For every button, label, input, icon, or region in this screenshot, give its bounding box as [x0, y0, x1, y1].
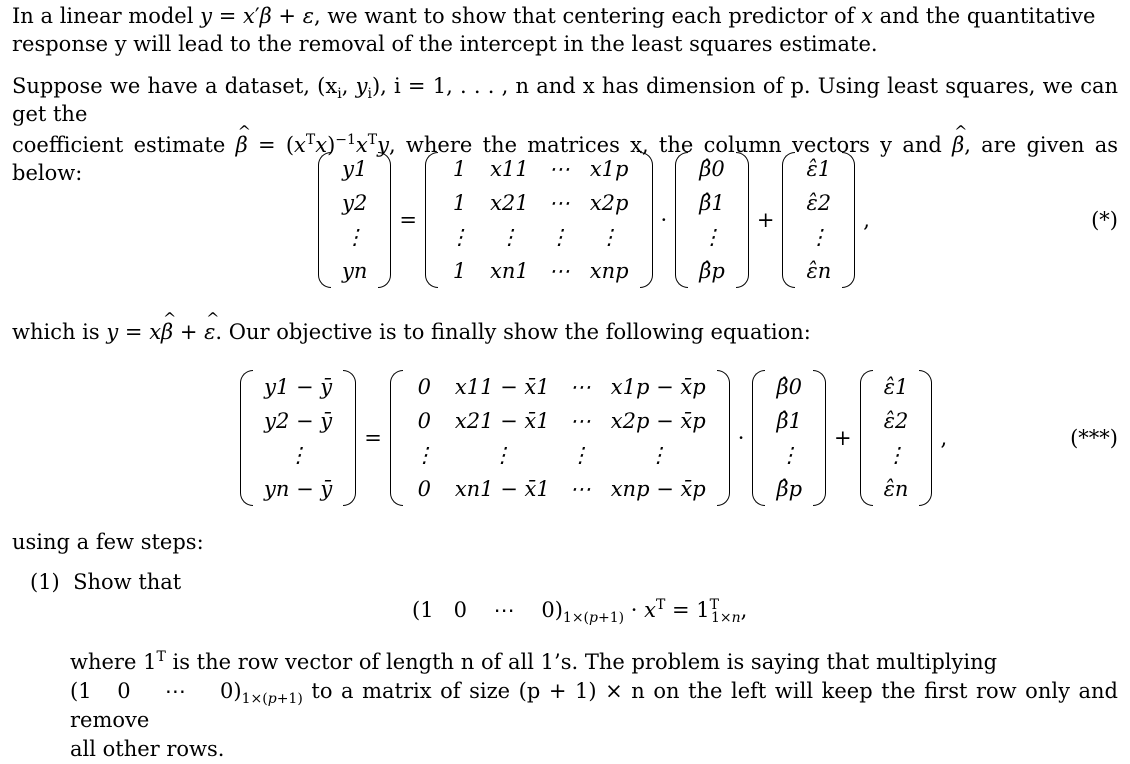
matrix-entry: β̂0 [699, 157, 725, 181]
matrix-entry: ε̂2 [883, 409, 909, 433]
matrix-entry: xnp − x̄p [610, 477, 706, 501]
matrix-entry: ⋯ [569, 477, 591, 501]
matrix-entry: x11 [490, 157, 529, 181]
y-vector [318, 152, 391, 288]
matrix-entry: xn1 − x̄1 [454, 477, 550, 501]
matrix-entry: x2p [589, 191, 629, 215]
step-1-heading: (1) Show that [30, 570, 182, 594]
intro-line-2: response y will lead to the removal of the intercept in the least squares estimate. [12, 32, 878, 56]
matrix-entry: xnp [589, 259, 629, 283]
matrix-entry: y1 − ȳ [264, 375, 333, 399]
centered-y-vector [240, 370, 356, 506]
matrix-entry: ⋮ [778, 443, 800, 467]
matrix-entry: ⋯ [569, 375, 591, 399]
matrix-entry: β̂1 [699, 191, 725, 215]
matrix-entry: 1 [452, 157, 467, 181]
matrix-entry: β̂p [776, 477, 803, 501]
equation-star: y1 y2 ⋮ yn = 1 x11 ⋯ x1p 1 x21 ⋯ x2p ⋮ ⋮ ⋮ ⋮ 1 xn1 ⋯ xnp · β̂0 β̂1 ⋮ β̂p + ε̂1 ε̂2 ⋮ ε̂n , [318, 152, 878, 288]
matrix-entry: y2 − ȳ [264, 409, 333, 433]
matrix-entry: 0 [417, 477, 431, 501]
matrix-entry: y1 [342, 157, 368, 181]
matrix-entry: ⋯ [548, 191, 570, 215]
matrix-entry: 1 [452, 259, 467, 283]
matrix-entry: ⋮ [548, 225, 570, 249]
intro-paragraph [12, 2, 1118, 58]
epsilon-vector [782, 152, 855, 288]
matrix-entry: y2 [342, 191, 368, 215]
matrix-entry: ⋯ [548, 157, 570, 181]
matrix-entry: ⋮ [491, 443, 513, 467]
steps-intro: using a few steps: [12, 530, 204, 554]
equation-tag-triple-star: (***) [1070, 426, 1118, 450]
middle-paragraph: which is y = x^ β + ^ ε. Our objective is to finally show the following equation: [12, 318, 1118, 346]
matrix-entry: ε̂1 [806, 157, 832, 181]
setup-line-1: Suppose we have a dataset, ($x_i$, $y_i$), i = 1, . . . , n and x has dimension of p. Using least squares, we can get the [12, 74, 1119, 126]
step-1-equation: (1 0 ⋯ $0)_{1\times(p+1)} \cdot x^T = 1^T_{1\times n}$, [412, 597, 748, 627]
matrix-entry: yn [342, 259, 368, 283]
matrix-entry: ⋮ [287, 443, 309, 467]
matrix-entry: ⋮ [598, 225, 620, 249]
matrix-entry: x2p − x̄p [610, 409, 706, 433]
matrix-entry: β̂1 [776, 409, 802, 433]
design-matrix [425, 152, 653, 288]
matrix-entry: 1 [452, 191, 467, 215]
matrix-entry: x21 [490, 191, 529, 215]
matrix-entry: ⋮ [344, 225, 366, 249]
step-1-explanation: where $1^T$ is the row vector of length n of all 1’s. The problem is saying that multiplying (1 0 ⋯ $0)_{1\times(p+1)}$ to a matrix of size (p + 1) × n on the left will keep the first row only and remove all other rows. [70, 649, 1118, 761]
matrix-entry: ⋮ [885, 443, 907, 467]
matrix-entry: ε̂n [883, 477, 909, 501]
beta-vector [675, 152, 749, 288]
matrix-entry: ⋮ [449, 225, 470, 249]
setup-line-2: coefficient estimate ^ $\beta = (x^Tx)^{-1}x^Ty$, where the matrices x, the column vectors y and ^ β, are given as below: [12, 131, 1118, 187]
matrix-entry: ε̂n [806, 259, 832, 283]
matrix-entry: ⋮ [413, 443, 435, 467]
matrix-entry: x11 − x̄1 [454, 375, 550, 399]
matrix-entry: x1p − x̄p [610, 375, 706, 399]
centered-design-matrix [390, 370, 730, 506]
matrix-entry: ⋮ [701, 225, 723, 249]
matrix-entry: ε̂1 [883, 375, 909, 399]
matrix-entry: ⋯ [569, 409, 591, 433]
matrix-entry: yn − ȳ [264, 477, 333, 501]
matrix-entry: 0 [417, 409, 431, 433]
equation-triple-star: y1 − ȳ y2 − ȳ ⋮ yn − ȳ = 0 x11 − x̄1 ⋯ x1p − x̄p 0 x21 − x̄1 ⋯ x2p − x̄p ⋮ ⋮ ⋮ ⋮ 0 xn1 − x̄1 ⋯ xnp − x̄p · β̂0 β̂1 ⋮ β̂p + ε̂1 ε̂2 ⋮ ε̂n , [240, 370, 955, 506]
matrix-entry: ⋮ [647, 443, 669, 467]
matrix-entry: ⋮ [498, 225, 520, 249]
matrix-entry: x21 − x̄1 [454, 409, 550, 433]
epsilon-vector-2 [860, 370, 933, 506]
matrix-entry: ε̂2 [806, 191, 832, 215]
matrix-entry: ⋮ [569, 443, 591, 467]
matrix-entry: ⋮ [808, 225, 830, 249]
equation-tag-star: (*) [1091, 208, 1118, 232]
beta-vector-2 [752, 370, 826, 506]
intro-line-1: In a linear model y = x′β + ε, we want to show that centering each predictor of x and the quantitative [12, 4, 1096, 28]
matrix-entry: x1p [589, 157, 629, 181]
matrix-entry: β̂p [699, 259, 725, 283]
matrix-entry: ⋯ [548, 259, 570, 283]
matrix-entry: xn1 [490, 259, 529, 283]
matrix-entry: 0 [417, 375, 431, 399]
matrix-entry: β̂0 [776, 375, 802, 399]
